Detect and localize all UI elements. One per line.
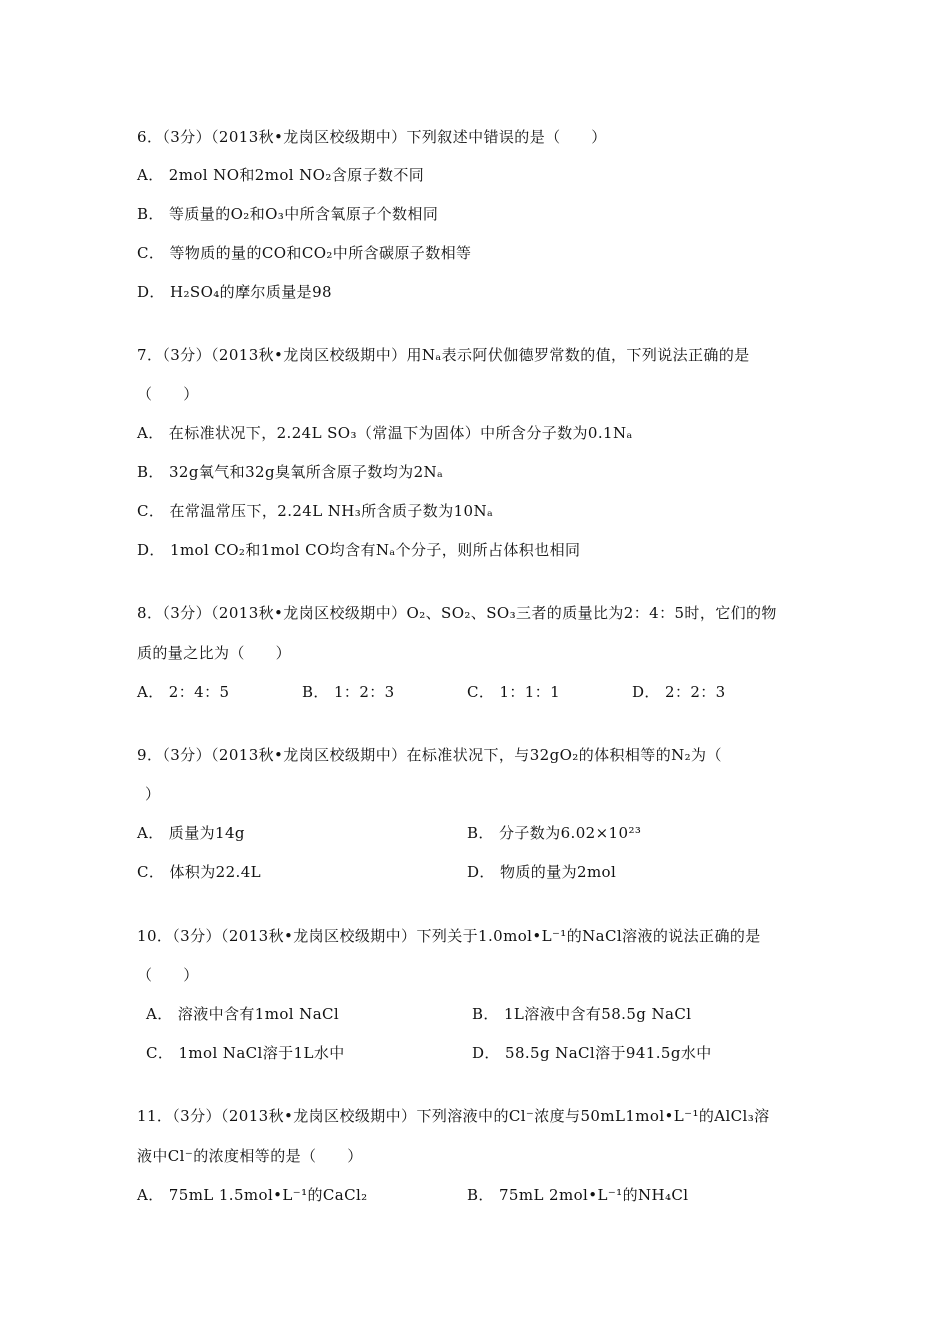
question-7-header: 7．（3分）（2013秋•龙岗区校级期中）用Nₐ表示阿伏伽德罗常数的值，下列说法正确的是 bbox=[137, 346, 750, 364]
question-7-option-c: C． 在常温常压下，2.24L NH₃所含质子数为10Nₐ bbox=[137, 502, 494, 520]
question-8-option-a: A． 2：4：5 bbox=[137, 683, 230, 701]
question-9-option-c: C． 体积为22.4L bbox=[137, 863, 262, 881]
question-8-header-cont: 质的量之比为（ ） bbox=[137, 644, 292, 662]
question-6-header: 6．（3分）（2013秋•龙岗区校级期中）下列叙述中错误的是（ ） bbox=[137, 128, 607, 146]
question-9-option-a: A． 质量为14g bbox=[137, 824, 245, 842]
question-7-option-a: A． 在标准状况下，2.24L SO₃（常温下为固体）中所含分子数为0.1Nₐ bbox=[137, 424, 633, 442]
question-9-header: 9．（3分）（2013秋•龙岗区校级期中）在标准状况下，与32gO₂的体积相等的N₂为（ bbox=[137, 746, 722, 764]
question-10-option-d: D． 58.5g NaCl溶于941.5g水中 bbox=[472, 1044, 712, 1062]
question-6-option-a: A． 2mol NO和2mol NO₂含原子数不同 bbox=[137, 166, 425, 184]
question-9-option-b: B． 分子数为6.02×10²³ bbox=[467, 824, 642, 842]
question-10-header: 10．（3分）（2013秋•龙岗区校级期中）下列关于1.0mol•L⁻¹的NaCl溶液的说法正确的是 bbox=[137, 927, 761, 945]
question-10-option-a: A． 溶液中含有1mol NaCl bbox=[146, 1005, 340, 1023]
question-8-option-d: D． 2：2：3 bbox=[632, 683, 726, 701]
question-11-option-b: B． 75mL 2mol•L⁻¹的NH₄Cl bbox=[467, 1186, 689, 1204]
question-7-header-cont: （ ） bbox=[137, 385, 199, 403]
question-10-header-cont: （ ） bbox=[137, 966, 199, 984]
question-9-header-cont: ） bbox=[145, 785, 161, 803]
question-8-header: 8．（3分）（2013秋•龙岗区校级期中）O₂、SO₂、SO₃三者的质量比为2：4：5时，它们的物 bbox=[137, 604, 777, 622]
question-6-option-b: B． 等质量的O₂和O₃中所含氧原子个数相同 bbox=[137, 205, 439, 223]
question-9-option-d: D． 物质的量为2mol bbox=[467, 863, 617, 881]
question-6-option-c: C． 等物质的量的CO和CO₂中所含碳原子数相等 bbox=[137, 244, 472, 262]
question-10-option-b: B． 1L溶液中含有58.5g NaCl bbox=[472, 1005, 692, 1023]
question-7-option-d: D． 1mol CO₂和1mol CO均含有Nₐ个分子，则所占体积也相同 bbox=[137, 541, 581, 559]
question-8-option-b: B． 1：2：3 bbox=[302, 683, 395, 701]
question-10-option-c: C． 1mol NaCl溶于1L水中 bbox=[146, 1044, 345, 1062]
question-6-option-d: D． H₂SO₄的摩尔质量是98 bbox=[137, 283, 332, 301]
question-11-header: 11．（3分）（2013秋•龙岗区校级期中）下列溶液中的Cl⁻浓度与50mL1mol•L⁻¹的AlCl₃溶 bbox=[137, 1107, 770, 1125]
question-11-option-a: A． 75mL 1.5mol•L⁻¹的CaCl₂ bbox=[137, 1186, 368, 1204]
question-11-header-cont: 液中Cl⁻的浓度相等的是（ ） bbox=[137, 1147, 363, 1165]
question-8-option-c: C． 1：1：1 bbox=[467, 683, 561, 701]
question-7-option-b: B． 32g氧气和32g臭氧所含原子数均为2Nₐ bbox=[137, 463, 444, 481]
